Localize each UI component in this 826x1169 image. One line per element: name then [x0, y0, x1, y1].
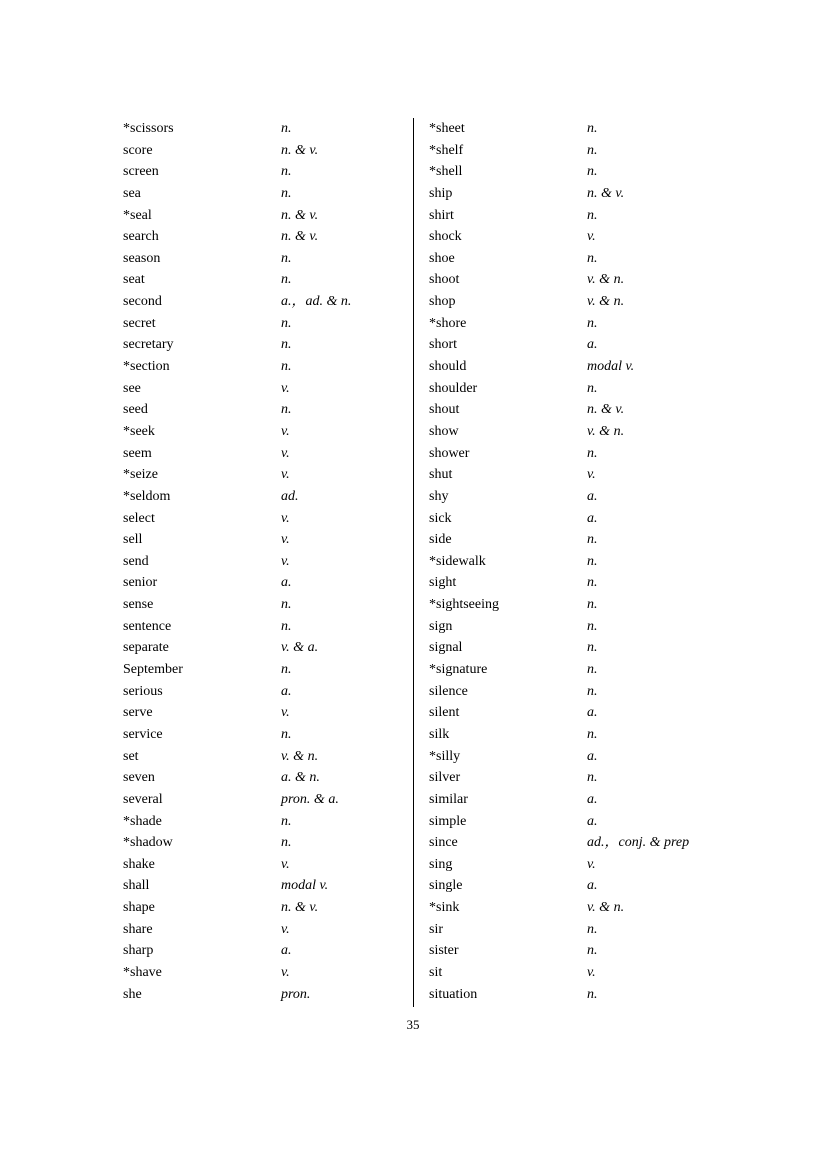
entry-part-of-speech: v. & n. [587, 423, 625, 439]
entry-word: September [123, 662, 183, 678]
vocabulary-entry [123, 334, 413, 356]
entry-part-of-speech: n. [281, 185, 292, 201]
entry-word: screen [123, 164, 159, 180]
vocabulary-entry [429, 226, 719, 248]
entry-part-of-speech: a. [281, 943, 292, 959]
entry-word: *section [123, 359, 170, 375]
entry-word: sea [123, 185, 141, 201]
entry-part-of-speech: v. & n. [587, 900, 625, 916]
entry-word: *shore [429, 315, 467, 331]
entry-part-of-speech: n. [587, 250, 598, 266]
entry-part-of-speech: n. & v. [281, 900, 319, 916]
vocabulary-column-left [123, 118, 413, 1005]
entry-word: signal [429, 640, 463, 656]
entry-word: shoe [429, 250, 455, 266]
vocabulary-entry [429, 875, 719, 897]
entry-part-of-speech: a. [587, 337, 598, 353]
page-number: 35 [406, 1017, 420, 1032]
entry-word: *shelf [429, 142, 464, 158]
entry-word: serious [123, 683, 163, 699]
vocabulary-entry [429, 464, 719, 486]
vocabulary-entry [429, 919, 719, 941]
column-divider [413, 118, 414, 1007]
entry-part-of-speech: n. [587, 532, 598, 548]
vocabulary-entry [123, 443, 413, 465]
entry-part-of-speech: n. [281, 337, 292, 353]
entry-part-of-speech: v. [587, 964, 596, 980]
entry-word: similar [429, 791, 468, 807]
vocabulary-entry [123, 399, 413, 421]
entry-part-of-speech: n. & v. [587, 185, 625, 201]
entry-part-of-speech: a. [587, 705, 598, 721]
vocabulary-entry [123, 248, 413, 270]
entry-word: sense [123, 597, 154, 613]
vocabulary-entry [429, 594, 719, 616]
entry-part-of-speech: pron. [281, 986, 311, 1002]
vocabulary-entry [123, 832, 413, 854]
entry-part-of-speech: n. [587, 597, 598, 613]
entry-word: service [123, 726, 163, 742]
entry-part-of-speech: n. [587, 662, 598, 678]
vocabulary-entry [123, 724, 413, 746]
entry-word: silk [429, 726, 450, 742]
entry-word: sharp [123, 943, 154, 959]
entry-word: *shell [429, 164, 463, 180]
entry-word: sign [429, 618, 453, 634]
entry-word: second [123, 294, 162, 310]
vocabulary-entry [123, 767, 413, 789]
vocabulary-entry [123, 205, 413, 227]
entry-part-of-speech: v. [281, 553, 290, 569]
entry-part-of-speech: n. [281, 726, 292, 742]
entry-word: set [123, 748, 139, 764]
vocabulary-entry [429, 161, 719, 183]
vocabulary-entry [429, 724, 719, 746]
entry-word: side [429, 532, 452, 548]
entry-word: short [429, 337, 457, 353]
entry-part-of-speech: n. [281, 315, 292, 331]
entry-word: *sightseeing [429, 597, 499, 613]
vocabulary-entry [429, 313, 719, 335]
entry-word: shower [429, 445, 470, 461]
entry-word: *signature [429, 662, 488, 678]
vocabulary-entry [429, 508, 719, 530]
entry-part-of-speech: modal v. [281, 878, 329, 894]
entry-word: share [123, 921, 153, 937]
entry-word: show [429, 423, 459, 439]
entry-word: send [123, 553, 149, 569]
entry-word: sister [429, 943, 459, 959]
entry-word: seven [123, 770, 155, 786]
vocabulary-entry [123, 962, 413, 984]
entry-word: shock [429, 229, 462, 245]
entry-word: *scissors [123, 121, 174, 136]
entry-part-of-speech: n. [281, 618, 292, 634]
entry-part-of-speech: n. [281, 121, 292, 136]
entry-word: sing [429, 856, 453, 872]
entry-part-of-speech: n. [587, 380, 598, 396]
vocabulary-entry [123, 984, 413, 1006]
vocabulary-entry [123, 681, 413, 703]
vocabulary-entry [123, 616, 413, 638]
entry-word: shall [123, 878, 150, 894]
vocabulary-entry [429, 962, 719, 984]
vocabulary-entry [429, 940, 719, 962]
vocabulary-entry [123, 356, 413, 378]
vocabulary-entry [123, 508, 413, 530]
entry-part-of-speech: v. [281, 423, 290, 439]
entry-word: sentence [123, 618, 172, 634]
entry-part-of-speech: a. [281, 575, 292, 591]
entry-part-of-speech: v. & n. [587, 272, 625, 288]
entry-part-of-speech: pron. & a. [281, 791, 339, 807]
entry-word: senior [123, 575, 158, 591]
vocabulary-entry [123, 875, 413, 897]
entry-part-of-speech: v. & n. [587, 294, 625, 310]
entry-part-of-speech: n. [587, 164, 598, 180]
entry-word: single [429, 878, 463, 894]
entry-part-of-speech: n. [587, 683, 598, 699]
entry-part-of-speech: n. [587, 553, 598, 569]
entry-part-of-speech: n. [281, 597, 292, 613]
vocabulary-entry [429, 443, 719, 465]
entry-part-of-speech: n. [587, 770, 598, 786]
vocabulary-entry [429, 334, 719, 356]
vocabulary-entry [123, 594, 413, 616]
entry-part-of-speech: v. [281, 380, 290, 396]
entry-word: shoot [429, 272, 460, 288]
vocabulary-entry [429, 118, 719, 140]
vocabulary-entry [429, 984, 719, 1006]
entry-word: *seize [123, 467, 158, 483]
vocabulary-entry [429, 140, 719, 162]
entry-part-of-speech: n. [587, 726, 598, 742]
entry-part-of-speech: v. & a. [281, 640, 319, 656]
vocabulary-entry [123, 378, 413, 400]
entry-word: shirt [429, 207, 454, 223]
entry-word: shut [429, 467, 453, 483]
entry-part-of-speech: n. [587, 640, 598, 656]
entry-word: sit [429, 964, 443, 980]
entry-word: *seal [123, 207, 152, 223]
entry-part-of-speech: a. & n. [281, 770, 320, 786]
entry-word: sight [429, 575, 457, 591]
entry-word: separate [123, 640, 169, 656]
vocabulary-entry [429, 616, 719, 638]
vocabulary-entry [123, 140, 413, 162]
entry-part-of-speech: n. [281, 813, 292, 829]
vocabulary-entry [123, 269, 413, 291]
entry-part-of-speech: v. [281, 445, 290, 461]
entry-part-of-speech: n. [281, 662, 292, 678]
entry-word: sell [123, 532, 143, 548]
entry-word: score [123, 142, 153, 158]
entry-word: she [123, 986, 142, 1002]
vocabulary-entry [429, 897, 719, 919]
vocabulary-entry [123, 226, 413, 248]
entry-part-of-speech: a. [587, 813, 598, 829]
vocabulary-entry [429, 269, 719, 291]
entry-part-of-speech: v. [281, 705, 290, 721]
entry-word: several [123, 791, 163, 807]
entry-word: see [123, 380, 141, 396]
vocabulary-entry [429, 637, 719, 659]
vocabulary-entry [123, 854, 413, 876]
vocabulary-entry [429, 659, 719, 681]
vocabulary-entry [123, 572, 413, 594]
vocabulary-entry [429, 291, 719, 313]
entry-part-of-speech: n. & v. [281, 207, 319, 223]
entry-part-of-speech: a. [587, 748, 598, 764]
entry-part-of-speech: ad. [281, 488, 299, 504]
vocabulary-entry [429, 486, 719, 508]
entry-word: *sink [429, 900, 460, 916]
entry-word: *shave [123, 964, 162, 980]
vocabulary-entry [123, 702, 413, 724]
entry-word: *shadow [123, 835, 173, 851]
vocabulary-entry [429, 529, 719, 551]
entry-word: sick [429, 510, 452, 526]
entry-part-of-speech: v. [587, 467, 596, 483]
entry-part-of-speech: n. [587, 315, 598, 331]
entry-part-of-speech: a.，ad. & n. [281, 294, 352, 310]
entry-word: *sheet [429, 121, 465, 136]
entry-part-of-speech: v. & n. [281, 748, 319, 764]
vocabulary-entry [123, 291, 413, 313]
entry-part-of-speech: a. [587, 510, 598, 526]
entry-word: *silly [429, 748, 461, 764]
vocabulary-entry [123, 637, 413, 659]
entry-word: since [429, 835, 458, 851]
entry-word: *seek [123, 423, 155, 439]
entry-part-of-speech: v. [281, 921, 290, 937]
entry-word: seat [123, 272, 145, 288]
entry-word: shape [123, 900, 155, 916]
vocabulary-entry [123, 897, 413, 919]
entry-part-of-speech: n. [587, 121, 598, 136]
entry-part-of-speech: n. [281, 402, 292, 418]
vocabulary-entry [123, 118, 413, 140]
entry-part-of-speech: n. [281, 359, 292, 375]
vocabulary-entry [123, 464, 413, 486]
entry-part-of-speech: n. [587, 575, 598, 591]
vocabulary-entry [123, 811, 413, 833]
entry-part-of-speech: n. [281, 250, 292, 266]
entry-part-of-speech: a. [587, 488, 598, 504]
entry-word: search [123, 229, 159, 245]
entry-part-of-speech: v. [281, 964, 290, 980]
entry-part-of-speech: n. [587, 943, 598, 959]
entry-part-of-speech: n. [281, 835, 292, 851]
entry-part-of-speech: n. [587, 921, 598, 937]
vocabulary-entry [429, 767, 719, 789]
vocabulary-entry [123, 486, 413, 508]
vocabulary-entry [123, 789, 413, 811]
entry-word: *sidewalk [429, 553, 486, 569]
entry-part-of-speech: n. [587, 142, 598, 158]
entry-word: secretary [123, 337, 174, 353]
vocabulary-entry [123, 183, 413, 205]
vocabulary-entry [429, 551, 719, 573]
entry-part-of-speech: n. [587, 445, 598, 461]
entry-word: simple [429, 813, 467, 829]
entry-part-of-speech: v. [281, 856, 290, 872]
vocabulary-entry [123, 659, 413, 681]
vocabulary-entry [123, 421, 413, 443]
vocabulary-entry [429, 356, 719, 378]
entry-word: season [123, 250, 161, 266]
entry-word: situation [429, 986, 478, 1002]
entry-word: shop [429, 294, 456, 310]
entry-part-of-speech: n. [587, 986, 598, 1002]
entry-word: silver [429, 770, 461, 786]
vocabulary-entry [429, 205, 719, 227]
entry-word: silent [429, 705, 460, 721]
vocabulary-entry [429, 421, 719, 443]
entry-word: shoulder [429, 380, 478, 396]
entry-part-of-speech: n. & v. [281, 142, 319, 158]
entry-part-of-speech: n. & v. [587, 402, 625, 418]
entry-part-of-speech: n. [281, 164, 292, 180]
vocabulary-column-right [429, 118, 719, 1005]
entry-word: ship [429, 185, 453, 201]
vocabulary-entry [429, 572, 719, 594]
vocabulary-entry [429, 746, 719, 768]
entry-part-of-speech: n. [281, 272, 292, 288]
vocabulary-entry [429, 854, 719, 876]
entry-word: secret [123, 315, 156, 331]
entry-word: shout [429, 402, 460, 418]
entry-word: shy [429, 488, 449, 504]
entry-part-of-speech: a. [587, 878, 598, 894]
vocabulary-entry [429, 681, 719, 703]
entry-part-of-speech: v. [587, 229, 596, 245]
vocabulary-entry [123, 529, 413, 551]
entry-part-of-speech: a. [587, 791, 598, 807]
vocabulary-entry [123, 551, 413, 573]
entry-word: *shade [123, 813, 162, 829]
vocabulary-entry [429, 811, 719, 833]
vocabulary-entry [429, 183, 719, 205]
entry-word: sir [429, 921, 443, 937]
entry-word: serve [123, 705, 153, 721]
entry-word: select [123, 510, 155, 526]
vocabulary-entry [123, 313, 413, 335]
entry-part-of-speech: n. [587, 618, 598, 634]
vocabulary-entry [429, 789, 719, 811]
entry-part-of-speech: v. [281, 532, 290, 548]
entry-part-of-speech: v. [281, 510, 290, 526]
vocabulary-entry [429, 832, 719, 854]
vocabulary-entry [429, 378, 719, 400]
vocabulary-entry [123, 161, 413, 183]
vocabulary-entry [429, 399, 719, 421]
entry-word: seem [123, 445, 152, 461]
vocabulary-entry [123, 940, 413, 962]
vocabulary-entry [123, 746, 413, 768]
vocabulary-entry [123, 919, 413, 941]
entry-word: should [429, 359, 467, 375]
entry-part-of-speech: v. [587, 856, 596, 872]
entry-part-of-speech: n. & v. [281, 229, 319, 245]
vocabulary-entry [429, 702, 719, 724]
vocabulary-entry [429, 248, 719, 270]
entry-word: shake [123, 856, 155, 872]
entry-part-of-speech: modal v. [587, 359, 635, 375]
entry-part-of-speech: ad.，conj. & prep [587, 835, 690, 851]
entry-word: seed [123, 402, 148, 418]
entry-part-of-speech: n. [587, 207, 598, 223]
entry-part-of-speech: v. [281, 467, 290, 483]
entry-part-of-speech: a. [281, 683, 292, 699]
entry-word: *seldom [123, 488, 171, 504]
entry-word: silence [429, 683, 468, 699]
